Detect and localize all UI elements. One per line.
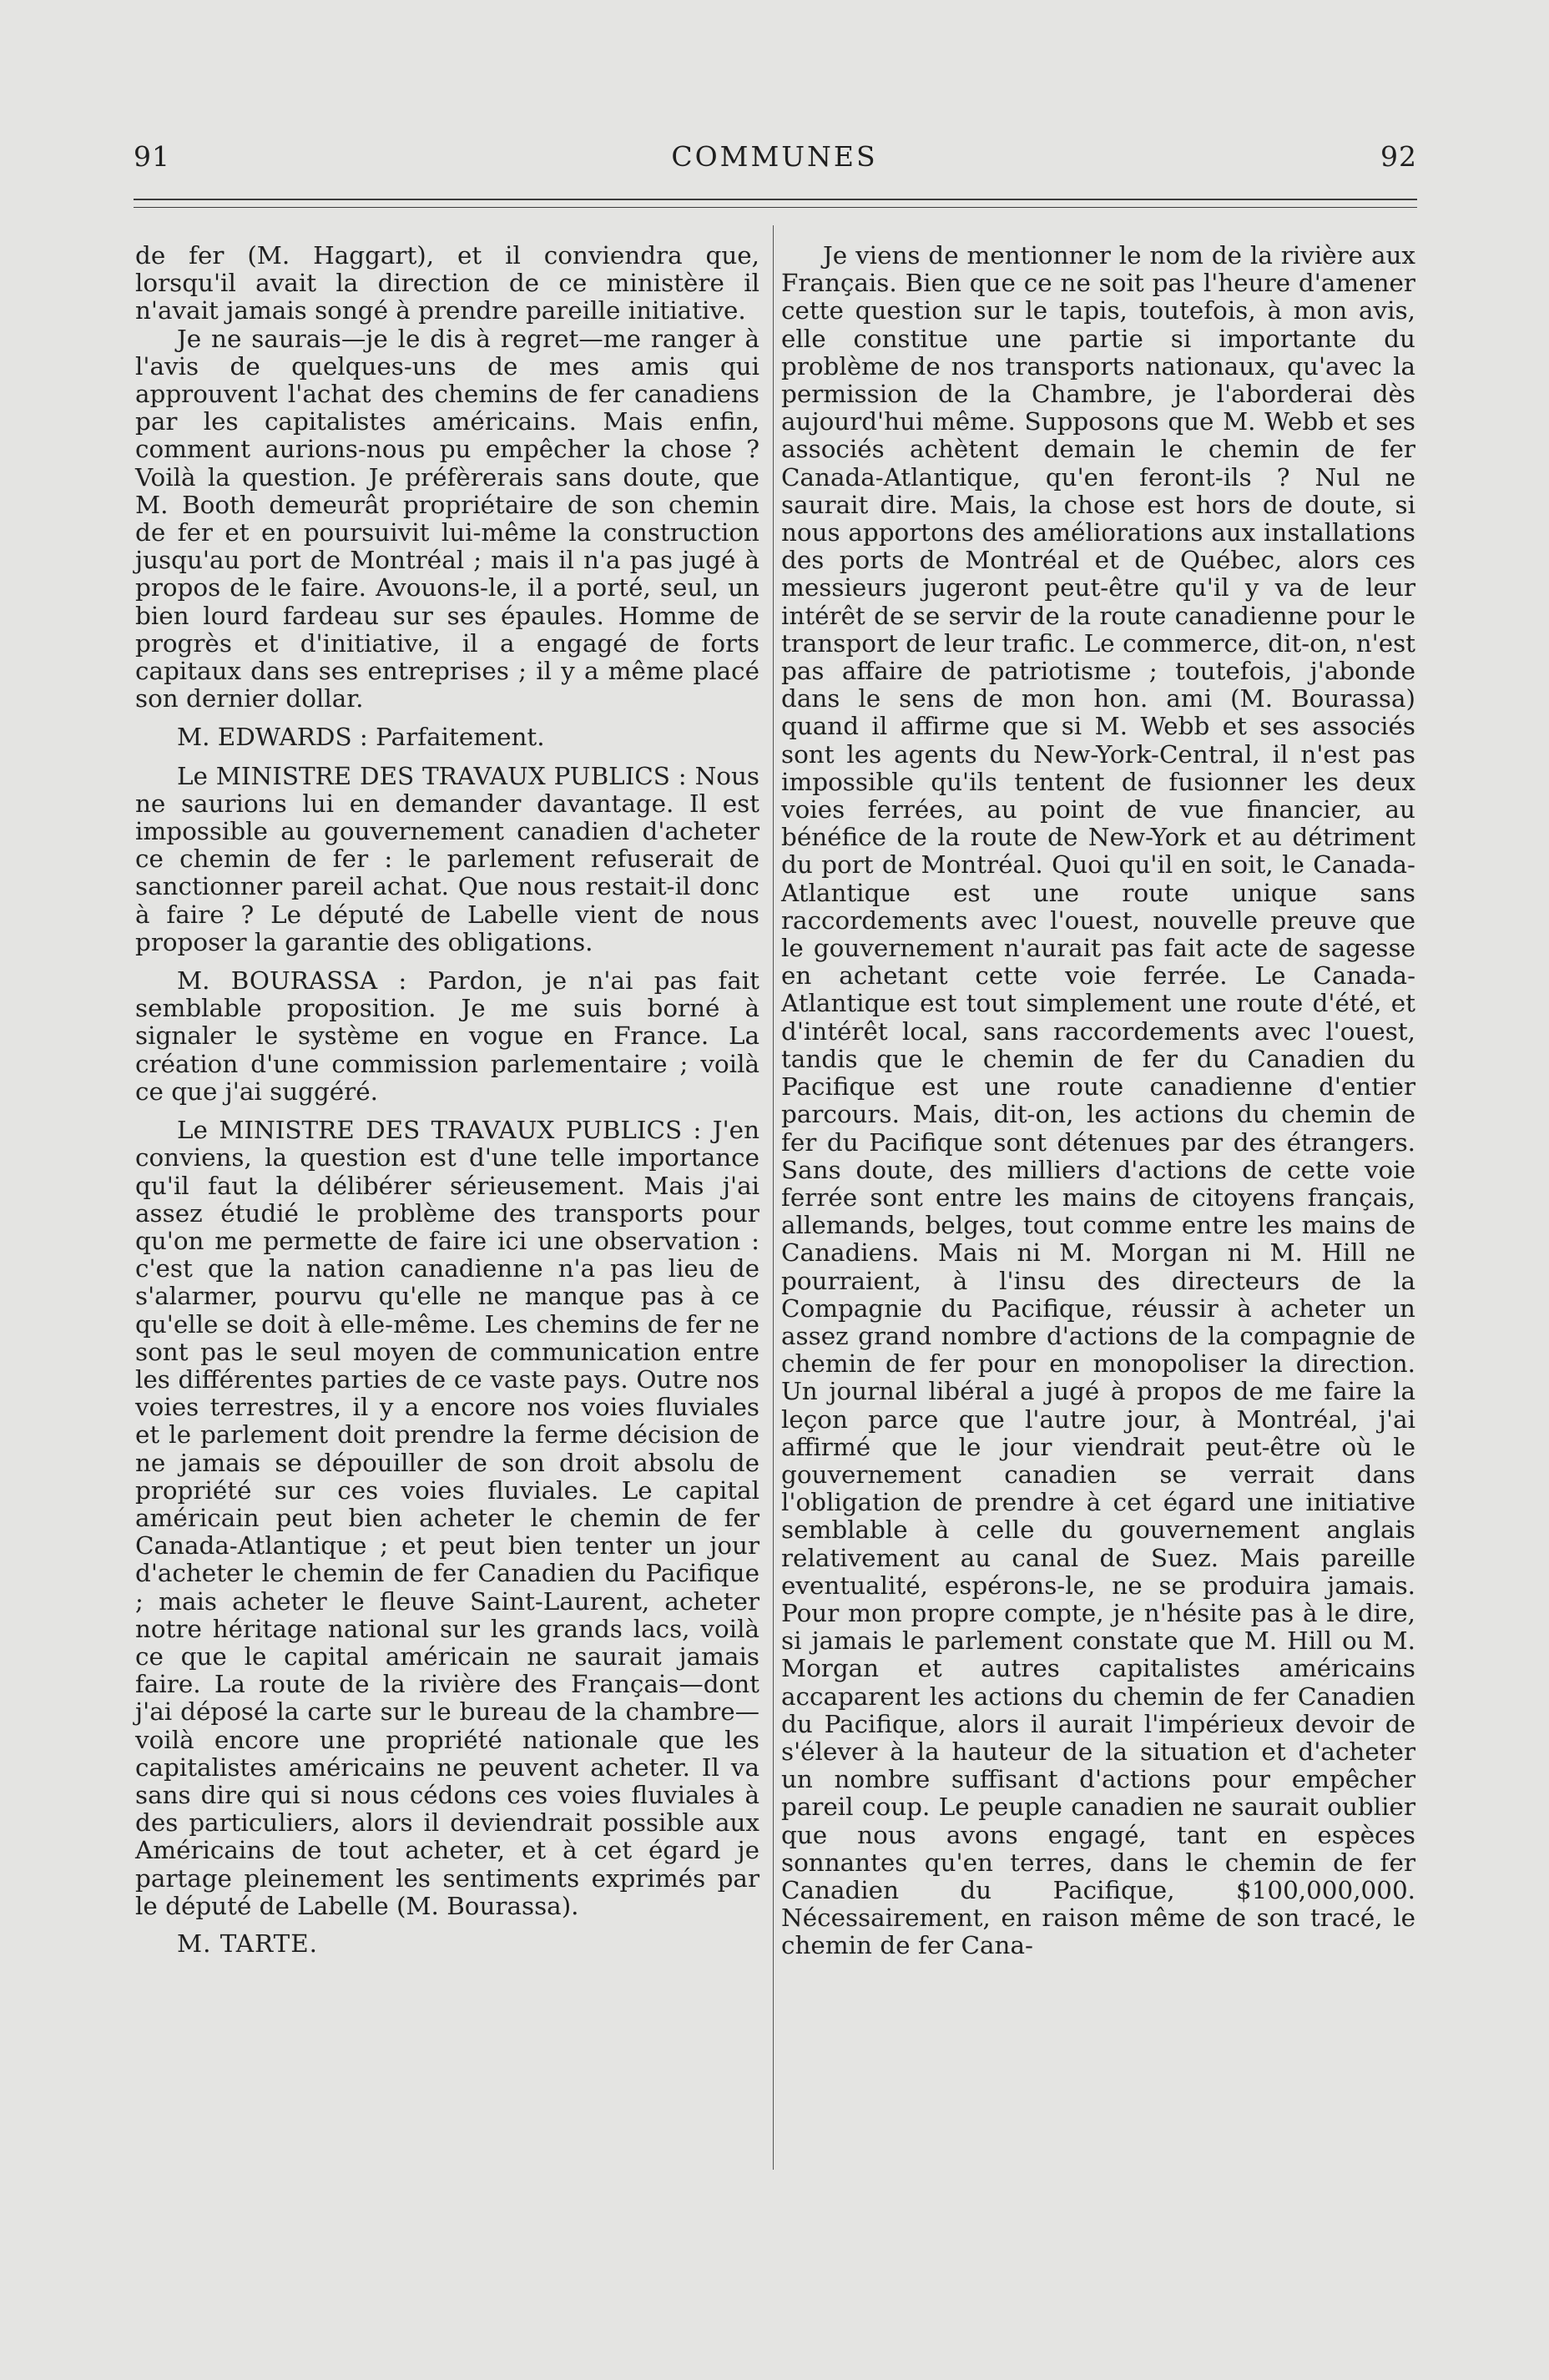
- paragraph: Je ne saurais—je le dis à regret—me ranger à l'avis de quelques-uns de mes amis qui approuvent l'achat des chemins de fer canadiens par les capitalistes américains. Mais enfin, comment aurions-nous pu empêcher la chose ? Voilà la question. Je préfèrerais sans doute, que M. Booth demeurât propriétaire de son chemin de fer et en poursuivit lui-même la construction jusqu'au port de Montréal ; mais il n'a pas jugé à propos de le faire. Avouons-le, il a porté, seul, un bien lourd fardeau sur ses épaules. Homme de progrès et d'initiative, il a engagé de forts capitaux dans ses entreprises ; il y a même placé son dernier dollar.: [135, 324, 759, 713]
- left-column: [135, 242, 759, 1958]
- header-rule: [134, 199, 1417, 200]
- page-number-right: 92: [1380, 140, 1417, 173]
- header-rule-thin: [134, 207, 1417, 208]
- right-column: [781, 242, 1415, 1960]
- paragraph: de fer (M. Haggart), et il conviendra que, lorsqu'il avait la direction de ce ministère il n'avait jamais songé à prendre pareille initiative.: [135, 241, 759, 325]
- running-title: COMMUNES: [671, 140, 878, 173]
- paragraph: Je viens de mentionner le nom de la rivière aux Français. Bien que ce ne soit pas l'heure d'amener cette question sur le tapis, toutefois, à mon avis, elle constitue une partie si importante du problème de nos transports nationaux, qu'avec la permission de la Chambre, je l'aborderai dès aujourd'hui même. Supposons que M. Webb et ses associés achètent demain le chemin de fer Canada-Atlantique, qu'en feront-ils ? Nul ne saurait dire. Mais, la chose est hors de doute, si nous apportons des améliorations aux installations des ports de Montréal et de Québec, alors ces messieurs jugeront peut-être qu'il y va de leur intérêt de se servir de la route canadienne pour le transport de leur trafic. Le commerce, dit-on, n'est pas affaire de patriotisme ; toutefois, j'abonde dans le sens de mon hon. ami (M. Bourassa) quand il affirme que si M. Webb et ses associés sont les agents du New-York-Central, il n'est pas impossible qu'ils tentent de fusionner les deux voies ferrées, au point de vue financier, au bénéfice de la route de New-York et au détriment du port de Montréal. Quoi qu'il en soit, le Canada-Atlantique est une route unique sans raccordements avec l'ouest, nouvelle preuve que le gouvernement n'aurait pas fait acte de sagesse en achetant cette voie ferrée. Le Canada-Atlantique est tout simplement une route d'été, et d'intérêt local, sans raccordements avec l'ouest, tandis que le chemin de fer du Canadien du Pacifique est une route canadienne d'entier parcours. Mais, dit-on, les actions du chemin de fer du Pacifique sont détenues par des étrangers. Sans doute, des milliers d'actions de cette voie ferrée sont entre les mains de citoyens français, allemands, belges, tout comme entre les mains de Canadiens. Mais ni M. Morgan ni M. Hill ne pourraient, à l'insu des directeurs de la Compagnie du Pacifique, réussir à acheter un assez grand nombre d'actions de la compagnie de chemin de fer pour en monopoliser la direction. Un journal libéral a jugé à propos de me faire la leçon parce que l'autre jour, à Montréal, j'ai affirmé que le jour viendrait peut-être où le gouvernement canadien se verrait dans l'obligation de prendre à cet égard une initiative semblable à celle du gouvernement anglais relativement au canal de Suez. Mais pareille eventualité, espérons-le, ne se produira jamais. Pour mon propre compte, je n'hésite pas à le dire, si jamais le parlement constate que M. Hill ou M. Morgan et autres capitalistes américains accaparent les actions du chemin de fer Canadien du Pacifique, alors il aurait l'impérieux devoir de s'élever à la hauteur de la situation et d'acheter un nombre suffisant d'actions pour empêcher pareil coup. Le peuple canadien ne saurait oublier que nous avons engagé, tant en espèces sonnantes qu'en terres, dans le chemin de fer Canadien du Pacifique, $100,000,000. Nécessairement, en raison même de son tracé, le chemin de fer Cana-: [781, 241, 1415, 1960]
- speech-paragraph: M. BOURASSA : Pardon, je n'ai pas fait semblable proposition. Je me suis borné à signaler le système en vogue en France. La création d'une commission parlementaire ; voilà ce que j'ai suggéré.: [135, 966, 759, 1106]
- speech-paragraph: Le MINISTRE DES TRAVAUX PUBLICS : Nous ne saurions lui en demander davantage. Il est impossible au gouvernement canadien d'acheter ce chemin de fer : le parlement refuserait de sanctionner pareil achat. Que nous restait-il donc à faire ? Le député de Labelle vient de nous proposer la garantie des obligations.: [135, 761, 759, 956]
- speech-paragraph: M. EDWARDS : Parfaitement.: [177, 723, 545, 752]
- speaker-attribution: M. TARTE.: [177, 1929, 319, 1958]
- column-divider: [773, 225, 774, 2170]
- page-number-left: 91: [134, 140, 170, 173]
- speech-paragraph: Le MINISTRE DES TRAVAUX PUBLICS : J'en conviens, la question est d'une telle importance qu'il faut la délibérer sérieusement. Mais j'ai assez étudié le problème des transports pour qu'on me permette de faire ici une observation : c'est que la nation canadienne n'a pas lieu de s'alarmer, pourvu qu'elle ne manque pas à ce qu'elle se doit à elle-même. Les chemins de fer ne sont pas le seul moyen de communication entre les différentes parties de ce vaste pays. Outre nos voies terrestres, il y a encore nos voies fluviales et le parlement doit prendre la ferme décision de ne jamais se dépouiller de son droit absolu de propriété sur ces voies fluviales. Le capital américain peut bien acheter le chemin de fer Canada-Atlantique ; et peut bien tenter un jour d'acheter le chemin de fer Canadien du Pacifique ; mais acheter le fleuve Saint-Laurent, acheter notre héritage national sur les grands lacs, voilà ce que le capital américain ne saurait jamais faire. La route de la rivière des Français—dont j'ai déposé la carte sur le bureau de la chambre—voilà encore une propriété nationale que les capitalistes américains ne peuvent acheter. Il va sans dire qui si nous cédons ces voies fluviales à des particuliers, alors il deviendrait possible aux Américains de tout acheter, et à cet égard je partage pleinement les sentiments exprimés par le député de Labelle (M. Bourassa).: [135, 1116, 759, 1920]
